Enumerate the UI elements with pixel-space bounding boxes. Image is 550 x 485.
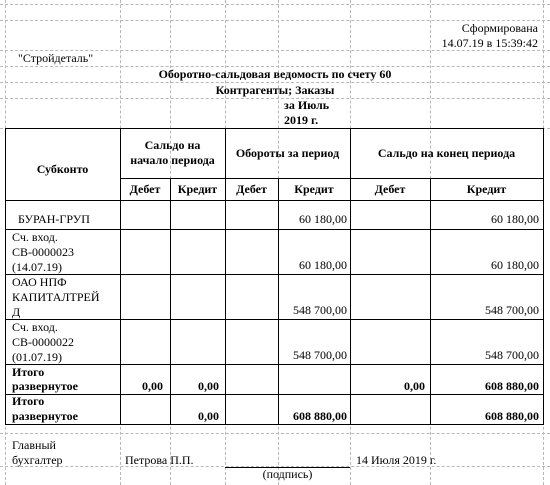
total-opening-debit: 0,00 [142, 379, 163, 393]
total-closing-credit: 608 880,00 [485, 379, 539, 393]
row-name-line3: Д [12, 305, 21, 319]
row-turnover-credit: 60 180,00 [299, 258, 347, 272]
generated-datetime: 14.07.19 в 15:39:42 [441, 36, 538, 50]
signature-caption: (подпись) [262, 467, 313, 481]
row-closing-credit: 548 700,00 [485, 348, 539, 362]
row-name-line1: ОАО НПФ [12, 275, 67, 289]
generated-label: Сформирована [461, 21, 538, 35]
total-turnover-credit: 608 880,00 [293, 409, 347, 423]
header-opening-debit: Дебет [129, 182, 161, 196]
header-opening-credit: Кредит [177, 182, 218, 196]
signer-name: Петрова П.П. [125, 453, 194, 467]
row-closing-credit: 548 700,00 [485, 303, 539, 317]
total-label-line2: развернутое [12, 379, 78, 393]
signer-role-line2: бухгалтер [12, 453, 63, 467]
row-name-line2: КАПИТАЛТРЕЙ [12, 290, 100, 304]
header-closing-credit: Кредит [466, 182, 507, 196]
header-opening-line1: Сальдо на [144, 138, 201, 152]
row-closing-credit: 60 180,00 [491, 212, 539, 226]
row-turnover-credit: 548 700,00 [293, 348, 347, 362]
report-year: 2019 г. [284, 113, 319, 127]
row-name-line3: (01.07.19) [12, 350, 62, 364]
header-closing-debit: Дебет [374, 182, 406, 196]
report-title: Оборотно-сальдовая ведомость по счету 60 [158, 67, 392, 81]
row-turnover-credit: 60 180,00 [299, 212, 347, 226]
total-closing-credit: 608 880,00 [485, 409, 539, 423]
row-closing-credit: 60 180,00 [491, 258, 539, 272]
report-period: за Июль [284, 98, 330, 112]
header-turnover: Обороты за период [235, 146, 340, 160]
header-closing: Сальдо на конец периода [377, 146, 516, 160]
total-opening-credit: 0,00 [198, 379, 219, 393]
header-subconto: Субконто [36, 162, 89, 176]
row-name: БУРАН-ГРУП [18, 212, 90, 226]
row-name-line1: Сч. вход. [12, 320, 58, 334]
row-name-line2: СВ-0000023 [12, 245, 75, 259]
total-label-line2: развернутое [12, 409, 78, 423]
header-turnover-credit: Кредит [294, 182, 334, 196]
row-turnover-credit: 548 700,00 [293, 303, 347, 317]
signature-date: 14 Июля 2019 г. [356, 453, 437, 467]
row-name-line1: Сч. вход. [12, 230, 58, 244]
organization-name: "Стройдеталь" [18, 51, 94, 65]
row-name-line3: (14.07.19) [12, 260, 62, 274]
total-opening-credit: 0,00 [198, 409, 219, 423]
total-label-line1: Итого [12, 365, 45, 379]
header-opening-line2: начало периода [130, 153, 215, 167]
report-subtitle: Контрагенты; Заказы [215, 83, 335, 97]
row-name-line2: СВ-0000022 [12, 335, 75, 349]
total-label-line1: Итого [12, 394, 45, 408]
total-closing-debit: 0,00 [404, 379, 425, 393]
signer-role-line1: Главный [12, 438, 56, 452]
header-turnover-debit: Дебет [236, 182, 267, 196]
